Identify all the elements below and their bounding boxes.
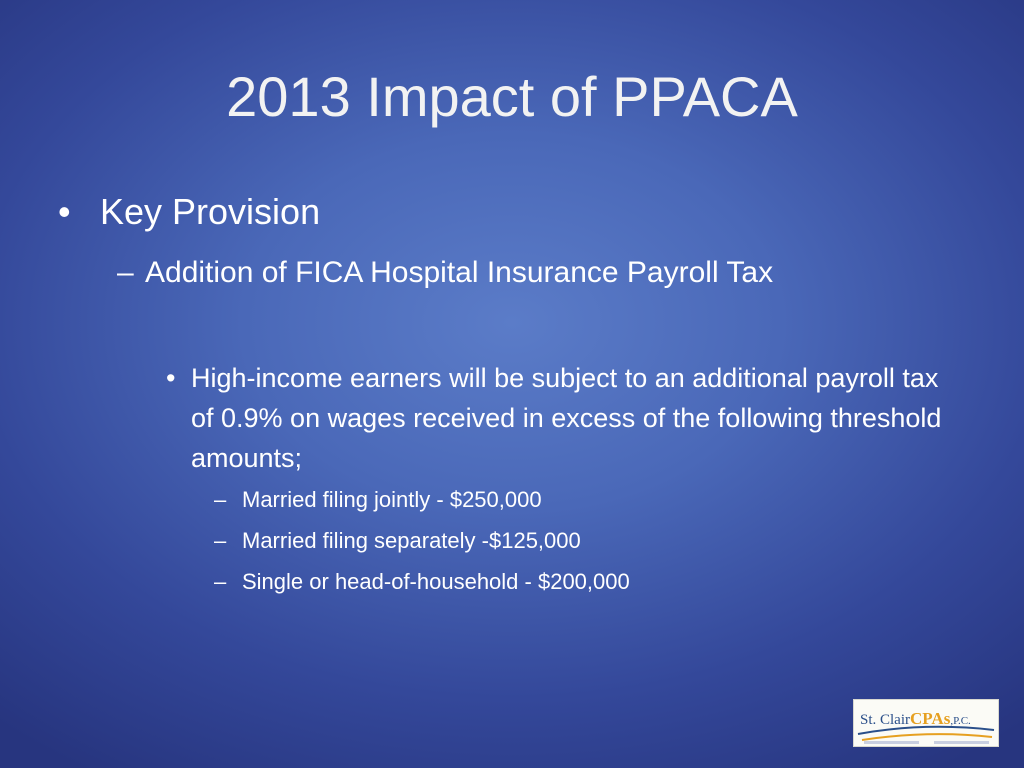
dash-marker: – (214, 528, 227, 553)
slide-title: 2013 Impact of PPACA (226, 65, 798, 128)
threshold-text: Married filing jointly - $250,000 (242, 487, 542, 512)
bullet-marker: • (58, 191, 71, 232)
logo-name: St. Clair (860, 712, 911, 728)
company-logo (853, 699, 999, 747)
bullet-marker: • (166, 363, 176, 393)
dash-marker: – (214, 569, 227, 594)
bullet-level3-high-income (166, 358, 966, 478)
logo-wordmark (860, 709, 971, 729)
bullet-level2-fica-addition (117, 253, 937, 293)
threshold-text: Married filing separately -$125,000 (242, 528, 581, 553)
logo-suffix: ,P.C. (950, 715, 971, 727)
bullet-text: Key Provision (100, 191, 321, 232)
threshold-item-single-head (214, 567, 630, 597)
dash-marker: – (214, 487, 227, 512)
threshold-text: Single or head-of-household - $200,000 (242, 569, 630, 594)
logo-brand: CPAs (910, 709, 951, 728)
threshold-item-married-jointly (214, 485, 542, 515)
threshold-item-married-separately (214, 526, 581, 556)
bullet-level1-key-provision (58, 190, 320, 234)
dash-marker: – (117, 256, 134, 289)
bullet-text: Addition of FICA Hospital Insurance Payroll Tax (145, 256, 774, 289)
bullet-text: High-income earners will be subject to an additional payroll tax of 0.9% on wages received in excess of the following threshold amounts; (191, 363, 942, 473)
